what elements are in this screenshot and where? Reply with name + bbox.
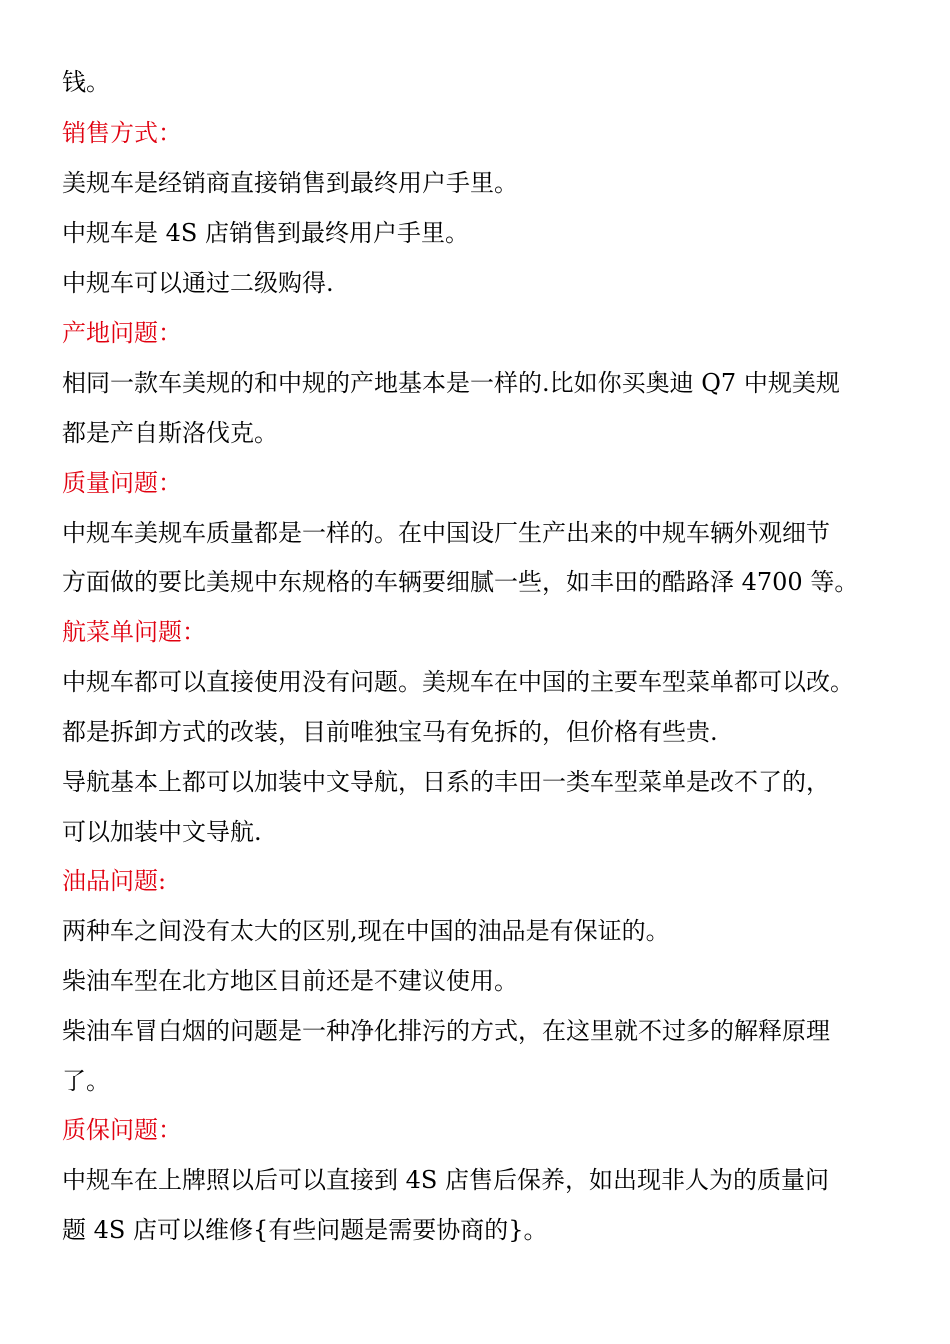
text-line: 两种车之间没有太大的区别,现在中国的油品是有保证的。: [62, 917, 670, 945]
text-line: 中规车美规车质量都是一样的。在中国设厂生产出来的中规车辆外观细节: [62, 519, 830, 547]
text-line: 都是产自斯洛伐克。: [62, 419, 278, 447]
text-line: 美规车是经销商直接销售到最终用户手里。: [62, 169, 518, 197]
text-line: 题 4S 店可以维修{有些问题是需要协商的}。: [62, 1216, 548, 1244]
text-line: 钱。: [62, 68, 110, 96]
section-heading-warranty: 质保问题：: [62, 1116, 182, 1144]
section-heading-navigation: 航菜单问题：: [62, 618, 206, 646]
section-heading-fuel: 油品问题:: [62, 867, 167, 895]
section-heading-origin: 产地问题：: [62, 319, 182, 347]
section-heading-sales: 销售方式：: [62, 119, 182, 147]
text-line: 柴油车冒白烟的问题是一种净化排污的方式，在这里就不过多的解释原理: [62, 1017, 830, 1045]
text-line: 都是拆卸方式的改装，目前唯独宝马有免拆的，但价格有些贵.: [62, 718, 718, 746]
text-line: 了。: [62, 1067, 110, 1095]
text-line: 柴油车型在北方地区目前还是不建议使用。: [62, 967, 518, 995]
text-line: 导航基本上都可以加装中文导航，日系的丰田一类车型菜单是改不了的，: [62, 768, 830, 796]
text-line: 方面做的要比美规中东规格的车辆要细腻一些，如丰田的酷路泽 4700 等。: [62, 568, 859, 596]
text-line: 相同一款车美规的和中规的产地基本是一样的.比如你买奥迪 Q7 中规美规: [62, 369, 840, 397]
text-line: 中规车都可以直接使用没有问题。美规车在中国的主要车型菜单都可以改。: [62, 668, 854, 696]
text-line: 中规车是 4S 店销售到最终用户手里。: [62, 219, 469, 247]
section-heading-quality: 质量问题：: [62, 469, 182, 497]
text-line: 中规车可以通过二级购得.: [62, 269, 334, 297]
text-line: 可以加装中文导航.: [62, 818, 262, 846]
text-line: 中规车在上牌照以后可以直接到 4S 店售后保养，如出现非人为的质量问: [62, 1166, 829, 1194]
